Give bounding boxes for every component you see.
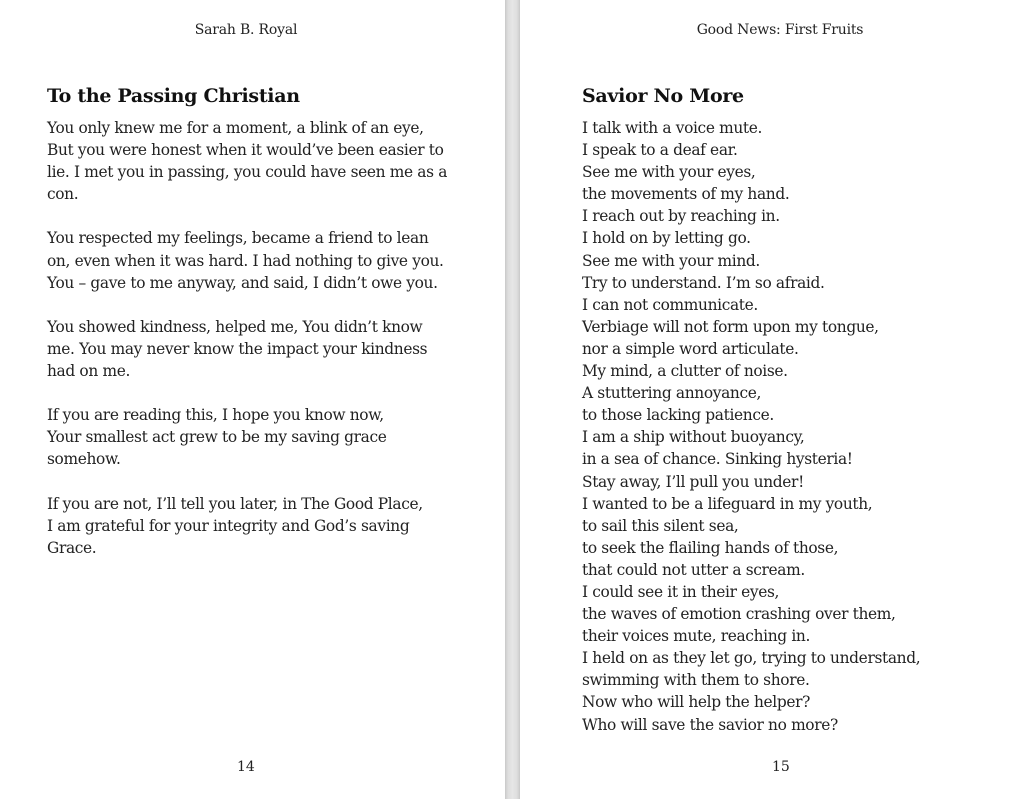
poem-line: But you were honest when it would’ve been easier to bbox=[47, 141, 444, 160]
poem-line: If you are not, I’ll tell you later, in The Good Place, bbox=[47, 494, 423, 513]
poem-line: I speak to a deaf ear. bbox=[582, 141, 738, 160]
poem-line: Grace. bbox=[47, 538, 97, 557]
poem-line: nor a simple word articulate. bbox=[582, 339, 799, 358]
poem-line: the movements of my hand. bbox=[582, 185, 790, 204]
poem-line: the waves of emotion crashing over them, bbox=[582, 605, 896, 624]
stanza bbox=[47, 117, 487, 205]
poem-line: Try to understand. I’m so afraid. bbox=[582, 273, 825, 292]
poem-line: to those lacking patience. bbox=[582, 406, 774, 425]
poem-line: in a sea of chance. Sinking hysteria! bbox=[582, 450, 853, 469]
poem-line: I wanted to be a lifeguard in my youth, bbox=[582, 494, 873, 513]
left-page bbox=[0, 0, 505, 799]
poem-body bbox=[582, 117, 1012, 736]
poem-line: lie. I met you in passing, you could have seen me as a bbox=[47, 163, 448, 182]
poem-line: Now who will help the helper? bbox=[582, 693, 811, 712]
running-head-book-title: Good News: First Fruits bbox=[696, 22, 864, 38]
poem-line: I talk with a voice mute. bbox=[582, 119, 763, 137]
poem-line: I am grateful for your integrity and God’s saving bbox=[47, 516, 410, 535]
poem-line: I held on as they let go, trying to understand, bbox=[582, 649, 921, 668]
poem-line: See me with your eyes, bbox=[582, 163, 756, 182]
poem-line: their voices mute, reaching in. bbox=[582, 627, 810, 646]
poem-line: Stay away, I’ll pull you under! bbox=[582, 472, 804, 491]
poem-line: Who will save the savior no more? bbox=[582, 715, 838, 734]
poem-line: You showed kindness, helped me, You didn’t know bbox=[47, 317, 423, 336]
poem-title: To the Passing Christian bbox=[47, 85, 300, 107]
poem-line: to sail this silent sea, bbox=[582, 516, 739, 535]
poem-body bbox=[47, 117, 487, 581]
poem-line: swimming with them to shore. bbox=[582, 671, 810, 690]
page-number: 14 bbox=[237, 759, 255, 775]
page-number: 15 bbox=[772, 759, 790, 775]
poem-line: My mind, a clutter of noise. bbox=[582, 362, 788, 381]
poem-line: A stuttering annoyance, bbox=[582, 384, 762, 403]
poem-line: You respected my feelings, became a friend to lean bbox=[47, 229, 429, 248]
poem-line: had on me. bbox=[47, 362, 130, 381]
poem-line: I can not communicate. bbox=[582, 295, 758, 314]
stanza bbox=[47, 493, 487, 559]
poem-line: somehow. bbox=[47, 450, 121, 469]
poem-line: I am a ship without buoyancy, bbox=[582, 428, 805, 447]
poem-line: me. You may never know the impact your kindness bbox=[47, 339, 428, 358]
poem-line: on, even when it was hard. I had nothing to give you. bbox=[47, 251, 444, 270]
poem-line: You only knew me for a moment, a blink of an eye, bbox=[47, 119, 424, 137]
book-spine-divider bbox=[505, 0, 520, 799]
poem-line: that could not utter a scream. bbox=[582, 560, 805, 579]
poem-line: I hold on by letting go. bbox=[582, 229, 751, 248]
poem-line: I could see it in their eyes, bbox=[582, 582, 780, 601]
poem-line: to seek the flailing hands of those, bbox=[582, 538, 839, 557]
stanza bbox=[47, 316, 487, 382]
poem-title: Savior No More bbox=[582, 85, 744, 107]
stanza bbox=[47, 227, 487, 293]
poem-line: If you are reading this, I hope you know now, bbox=[47, 406, 384, 425]
right-page bbox=[520, 0, 1023, 799]
running-head-author: Sarah B. Royal bbox=[194, 22, 298, 38]
poem-line: Verbiage will not form upon my tongue, bbox=[582, 317, 879, 336]
poem-line: con. bbox=[47, 185, 79, 204]
poem-line: Your smallest act grew to be my saving grace bbox=[47, 428, 387, 447]
poem-line: See me with your mind. bbox=[582, 251, 760, 270]
poem-line: I reach out by reaching in. bbox=[582, 207, 780, 226]
stanza bbox=[47, 404, 487, 470]
poem-line: You – gave to me anyway, and said, I didn’t owe you. bbox=[47, 273, 438, 292]
